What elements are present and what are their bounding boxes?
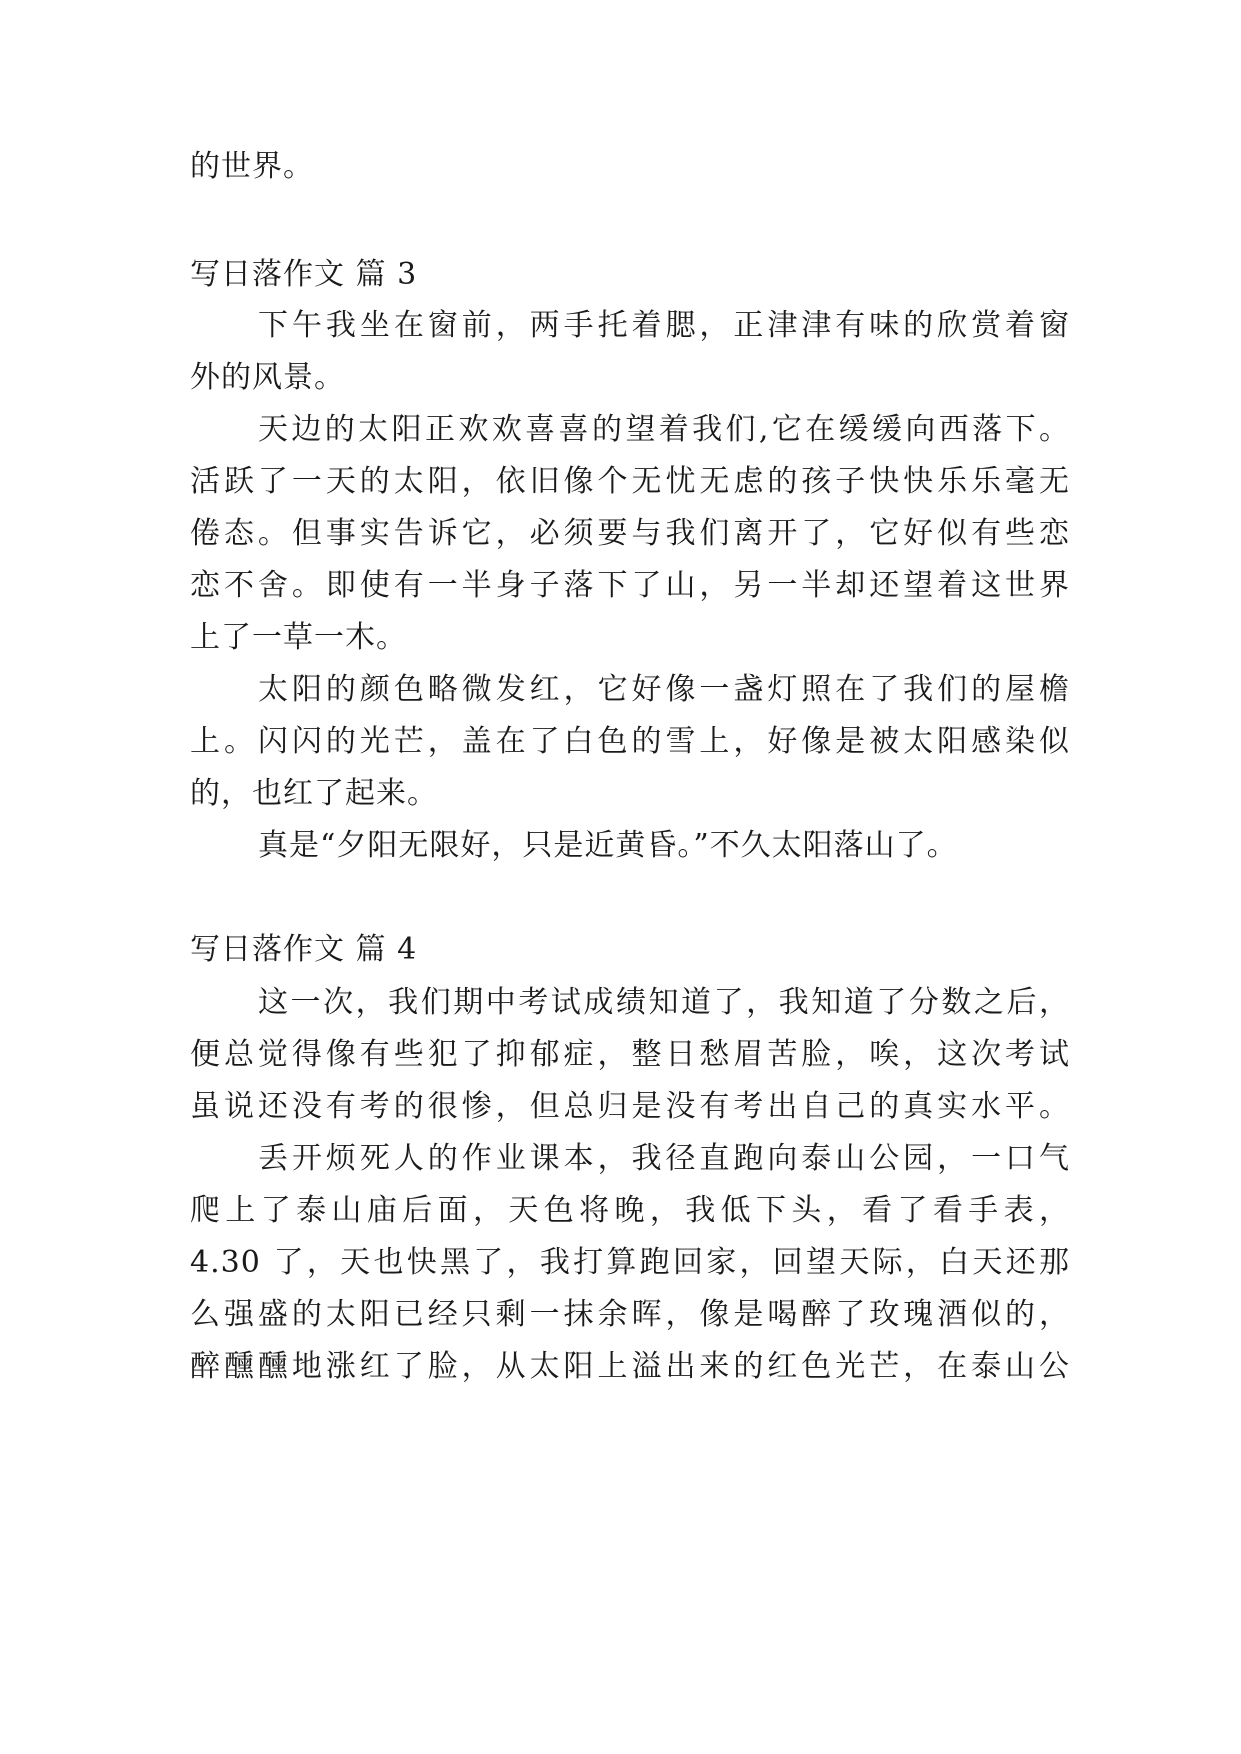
text-line: 的，也红了起来。 (190, 776, 438, 811)
text-line: 倦态。但事实告诉它，必须要与我们离开了，它好似有些恋 (190, 516, 1070, 551)
text-line: 么强盛的太阳已经只剩一抹余晖，像是喝醉了玫瑰酒似的， (190, 1297, 1070, 1332)
text-line: 便总觉得像有些犯了抑郁症，整日愁眉苦脸，唉，这次考试 (190, 1037, 1070, 1072)
text-line: 爬上了泰山庙后面，天色将晚，我低下头，看了看手表， (190, 1193, 1070, 1228)
text-line: 丢开烦死人的作业课本，我径直跑向泰山公园，一口气 (258, 1141, 1070, 1176)
text-line: 上了一草一木。 (190, 620, 407, 655)
text-line: 上。闪闪的光芒，盖在了白色的雪上，好像是被太阳感染似 (190, 724, 1070, 759)
text-line: 虽说还没有考的很惨，但总归是没有考出自己的真实水平。 (190, 1089, 1070, 1124)
text-line: 下午我坐在窗前，两手托着腮，正津津有味的欣赏着窗 (258, 308, 1070, 343)
section-heading: 写日落作文 篇 4 (190, 932, 418, 967)
text-line: 醉醺醺地涨红了脸，从太阳上溢出来的红色光芒，在泰山公 (190, 1349, 1070, 1384)
text-line: 活跃了一天的太阳，依旧像个无忧无虑的孩子快快乐乐毫无 (190, 464, 1070, 499)
text-line: 的世界。 (190, 149, 314, 184)
section-heading: 写日落作文 篇 3 (190, 257, 418, 292)
text-line: 真是“夕阳无限好，只是近黄昏。”不久太阳落山了。 (258, 828, 958, 863)
text-line: 外的风景。 (190, 360, 345, 395)
text-line: 恋不舍。即使有一半身子落下了山，另一半却还望着这世界 (190, 568, 1070, 603)
text-line: 这一次，我们期中考试成绩知道了，我知道了分数之后， (258, 985, 1070, 1020)
text-line: 太阳的颜色略微发红，它好像一盏灯照在了我们的屋檐 (258, 672, 1070, 707)
text-line: 4.30 了，天也快黑了，我打算跑回家，回望天际，白天还那 (190, 1245, 1070, 1280)
text-line: 天边的太阳正欢欢喜喜的望着我们,它在缓缓向西落下。 (258, 412, 1070, 447)
